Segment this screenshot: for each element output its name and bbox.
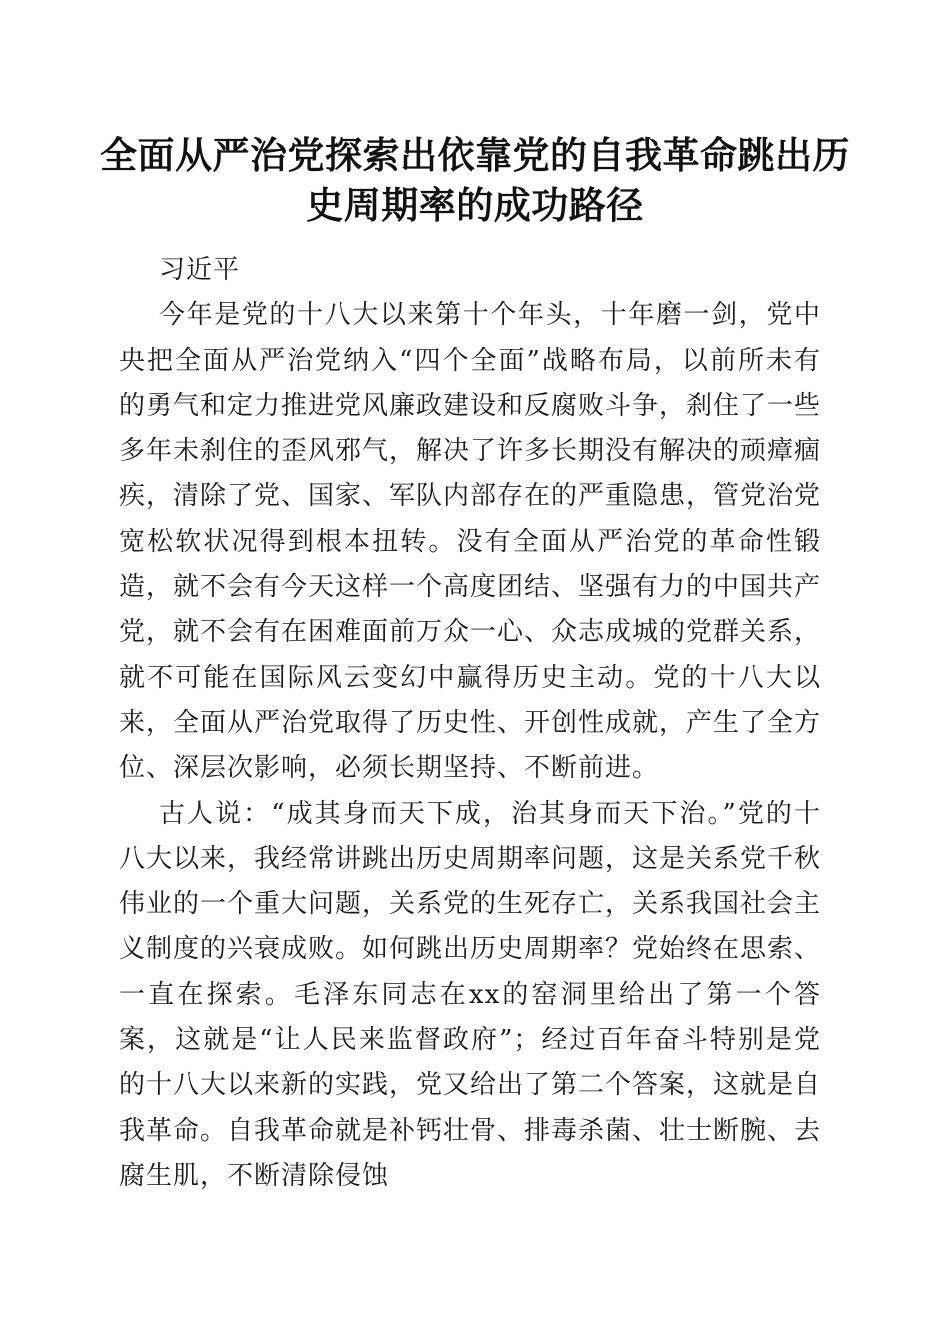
document-title: 全面从严治党探索出依靠党的自我革命跳出历史周期率的成功路径: [100, 133, 850, 227]
author-name: 习近平: [159, 255, 241, 285]
document-body: [119, 248, 821, 1199]
paragraph-1: 今年是党的十八大以来第十个年头，十年磨一剑，党中央把全面从严治党纳入“四个全面”战略布局，以前所未有的勇气和定力推进党风廉政建设和反腐败斗争，刹住了一些多年未刹住的歪风邪气，解决了许多长期没有解决的顽瘴痼疾，清除了党、国家、军队内部存在的严重隐患，管党治党宽松软状况得到根本扭转。没有全面从严治党的革命性锻造，就不会有今天这样一个高度团结、坚强有力的中国共产党，就不会有在困难面前万众一心、众志成城的党群关系，就不可能在国际风云变幻中赢得历史主动。党的十八大以来，全面从严治党取得了历史性、开创性成就，产生了全方位、深层次影响，必须长期坚持、不断前进。: [119, 300, 822, 784]
paragraph-2: 古人说：“成其身而天下成，治其身而天下治。”党的十八大以来，我经常讲跳出历史周期率问题，这是关系党千秋伟业的一个重大问题，关系党的生死存亡，关系我国社会主义制度的兴衰成败。如何跳出历史周期率？党始终在思索、一直在探索。毛泽东同志在xx的窑洞里给出了第一个答案，这就是“让人民来监督政府”；经过百年奋斗特别是党的十八大以来新的实践，党又给出了第二个答案，这就是自我革命。自我革命就是补钙壮骨、排毒杀菌、壮士断腕、去腐生肌，不断清除侵蚀: [119, 798, 822, 1191]
